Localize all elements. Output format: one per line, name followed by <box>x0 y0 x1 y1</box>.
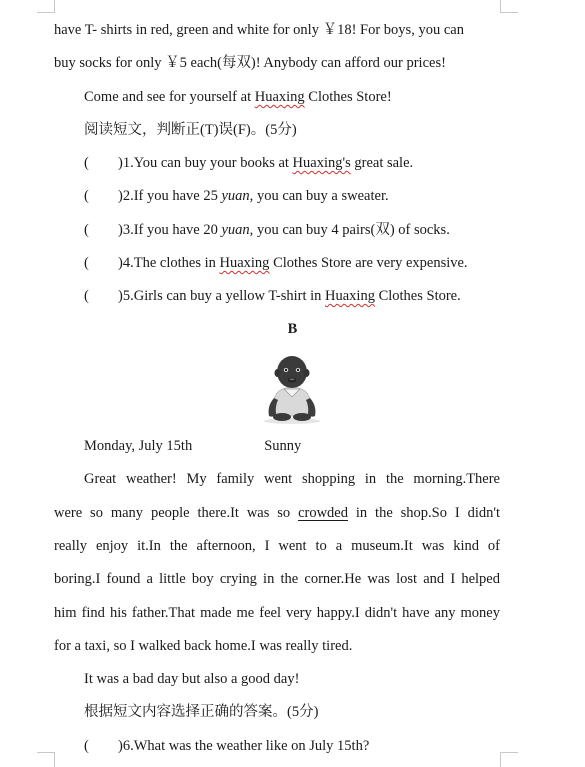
crowded-word: crowded <box>298 505 348 521</box>
diary-line-1: Great weather! My family went shopping in the morning.There <box>84 471 500 487</box>
passage-a-line-3-pre: Come and see for yourself at <box>84 89 255 105</box>
passage-a-line-2: buy socks for only ￥5 each(每双)! Anybody can afford our prices! <box>54 55 446 71</box>
question-4-post: Clothes Store are very expensive. <box>269 255 468 271</box>
question-5-pre: 5.Girls can buy a yellow T-shirt in <box>122 288 326 304</box>
question-5-post: Clothes Store. <box>374 288 461 304</box>
question-2-unit: yuan, <box>221 188 254 204</box>
question-4 <box>84 254 468 272</box>
instruction-b: 根据短文内容选择正确的答案。(5分) <box>84 704 319 720</box>
question-2-pre: 2.If you have 25 <box>122 188 222 204</box>
question-1 <box>84 154 413 172</box>
answer-blank-3[interactable]: ( <box>84 222 89 238</box>
passage-a-line-1: have T- shirts in red, green and white for only ￥18! For boys, you can <box>54 22 464 38</box>
diary-line-3: really enjoy it.In the afternoon, I went to a museum.It was kind of <box>54 538 500 554</box>
diary-line-5: him find his father.That made me feel very happy.I didn't have any money <box>54 605 500 621</box>
question-1-post: great sale. <box>350 155 414 171</box>
question-5-name: Huaxing <box>325 288 375 304</box>
question-3-pre: 3.If you have 20 <box>122 222 222 238</box>
answer-blank-4[interactable]: ( <box>84 255 89 271</box>
baby-photo-image <box>262 350 322 424</box>
crop-mark-top-right <box>500 0 518 13</box>
diary-weather: Sunny <box>264 438 302 454</box>
section-b-heading: B <box>287 321 298 337</box>
answer-blank-4-close: ) <box>118 255 123 271</box>
passage-a-line-3-post: Clothes Store! <box>304 89 392 105</box>
store-name: Huaxing <box>254 89 305 105</box>
question-3-post: you can buy 4 pairs(双) of socks. <box>253 222 450 238</box>
question-2 <box>84 187 389 205</box>
diary-line-2-pre: were so many people there.It was so <box>54 505 299 521</box>
question-3 <box>84 221 450 239</box>
passage-a-line-3 <box>84 88 392 106</box>
answer-blank-1-close: ) <box>118 155 123 171</box>
answer-blank-1[interactable]: ( <box>84 155 89 171</box>
question-3-unit: yuan, <box>221 222 254 238</box>
answer-blank-5[interactable]: ( <box>84 288 89 304</box>
diary-line-4: boring.I found a little boy crying in the corner.He was lost and I helped <box>54 571 500 587</box>
diary-date-line <box>84 437 301 455</box>
crop-mark-bottom-left <box>37 752 55 767</box>
diary-date: Monday, July 15th <box>84 438 193 454</box>
diary-line-6: for a taxi, so I walked back home.I was really tired. <box>54 638 353 654</box>
instruction-a: 阅读短文，判断正(T)误(F)。(5分) <box>84 122 297 138</box>
answer-blank-6[interactable]: ( <box>84 738 89 754</box>
question-2-post: you can buy a sweater. <box>253 188 389 204</box>
diary-line-2 <box>54 504 500 522</box>
answer-blank-3-close: ) <box>118 222 123 238</box>
question-1-name: Huaxing's <box>292 155 351 171</box>
question-4-name: Huaxing <box>219 255 270 271</box>
question-6-text: 6.What was the weather like on July 15th? <box>122 738 370 754</box>
answer-blank-6-close: ) <box>118 738 123 754</box>
question-5 <box>84 287 461 305</box>
diary-line-2-post: in the shop.So I didn't <box>347 505 500 521</box>
answer-blank-2-close: ) <box>118 188 123 204</box>
question-4-pre: 4.The clothes in <box>122 255 220 271</box>
answer-blank-5-close: ) <box>118 288 123 304</box>
diary-line-7: It was a bad day but also a good day! <box>84 671 300 687</box>
answer-blank-2[interactable]: ( <box>84 188 89 204</box>
question-1-pre: 1.You can buy your books at <box>122 155 293 171</box>
crop-mark-bottom-right <box>500 752 518 767</box>
question-6 <box>84 737 369 755</box>
crop-mark-top-left <box>37 0 55 13</box>
